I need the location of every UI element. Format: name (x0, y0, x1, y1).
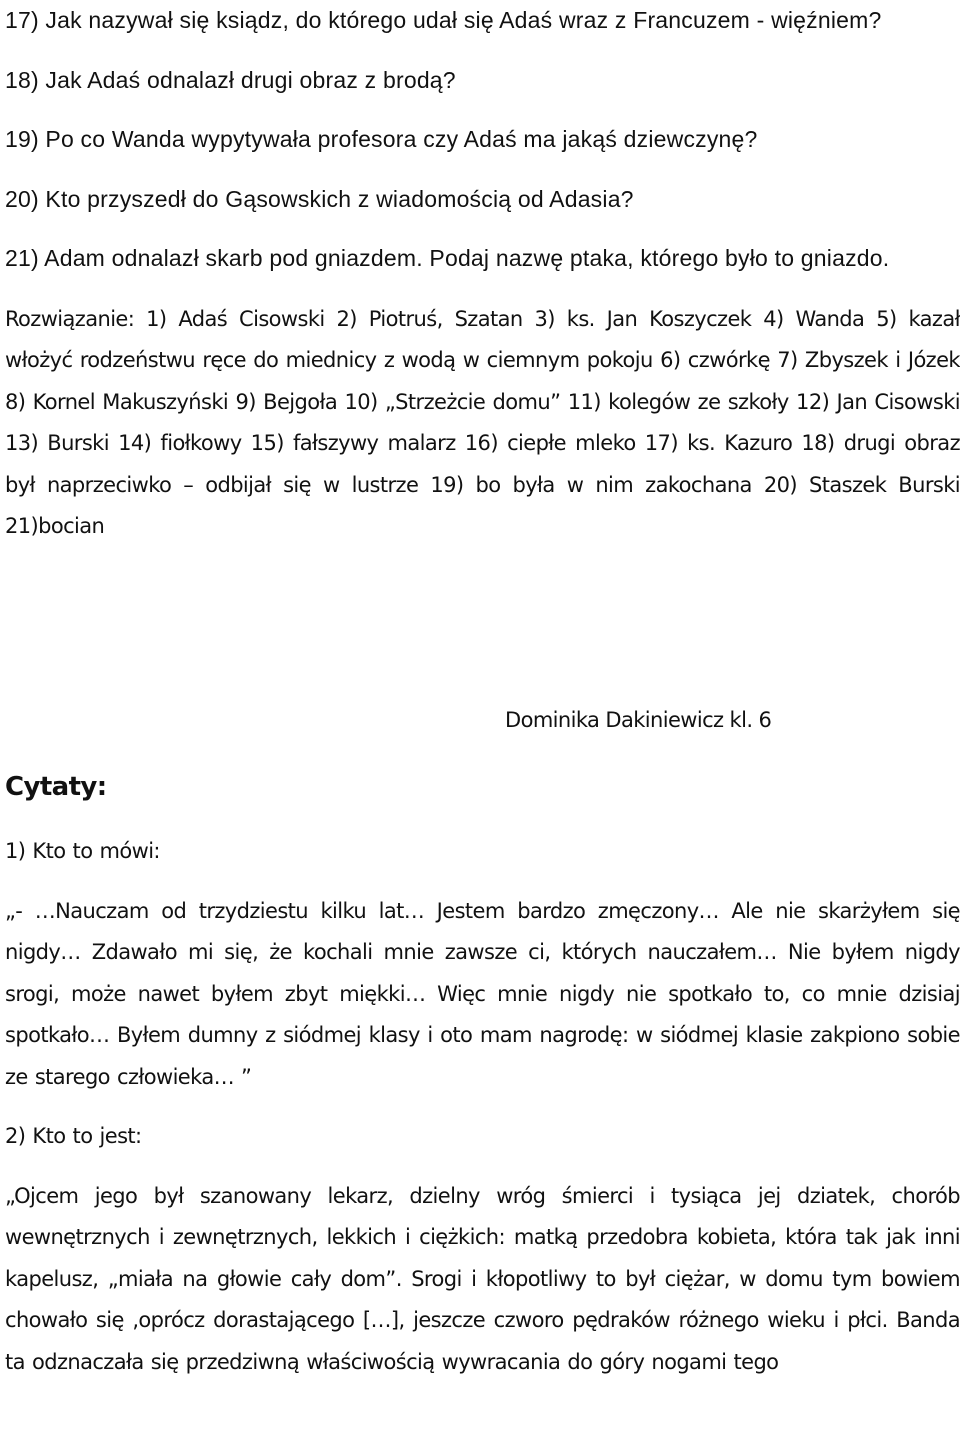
solution-paragraph: Rozwiązanie: 1) Adaś Cisowski 2) Piotruś, Szatan 3) ks. Jan Koszyczek 4) Wanda 5) kazał włożyć rodzeństwu ręce do miednicy z wodą w ciemnym pokoju 6) czwórkę 7) Zbyszek i Józek 8) Kornel Makuszyński 9) Bejgoła 10) „Strzeżcie domu” 11) kolegów ze szkoły 12) Jan Cisowski 13) Burski 14) fiołkowy 15) fałszywy malarz 16) ciepłe mleko 17) ks. Kazuro 18) drugi obraz był naprzeciwko – odbijał się w lustrze 19) bo była w nim zakochana 20) Staszek Burski 21)bocian (5, 306, 960, 538)
quote-2-text: „Ojcem jego był szanowany lekarz, dzielny wróg śmierci i tysiąca jej dziatek, chorób wewnętrznych i zewnętrznych, lekkich i ciężkich: matką przedobra kobieta, która tak jak inni kapelusz, „miała na głowie cały dom”. Srogi i kłopotliwy to był ciężar, w domu tym bowiem chowało się ,oprócz dorastającego […], jeszcze czworo pędraków różnego wieku i płci. Banda ta odznaczała się przedziwną właściwością wywracania do góry nogami tego (5, 1183, 960, 1374)
author-signature: Dominika Dakiniewicz kl. 6 (505, 708, 772, 732)
question-21: 21) Adam odnalazł skarb pod gniazdem. Podaj nazwę ptaka, którego było to gniazdo. (5, 245, 890, 271)
quote-2-prompt: 2) Kto to jest: (5, 1124, 142, 1148)
question-17: 17) Jak nazywał się ksiądz, do którego udał się Adaś wraz z Francuzem - więźniem? (5, 7, 882, 33)
quotes-section (5, 831, 960, 1383)
question-18: 18) Jak Adaś odnalazł drugi obraz z brodą? (5, 66, 456, 93)
document-page (5, 0, 960, 1374)
quotes-heading: Cytaty: (5, 772, 107, 802)
question-20: 20) Kto przyszedł do Gąsowskich z wiadomością od Adasia? (5, 185, 634, 212)
quote-1-text: „- …Nauczam od trzydziestu kilku lat… Jestem bardzo zmęczony… Ale nie skarżyłem się nigdy… Zdawało mi się, że kochali mnie zawsze ci, których nauczałem… Nie byłem nigdy srogi, może nawet byłem zbyt miękki… Więc mnie nigdy nie spotkało to, co mnie dzisiaj spotkało… Byłem dumny z siódmej klasy i oto mam nagrodę: w siódmej klasie zakpiono sobie ze starego człowieka… ” (5, 898, 960, 1089)
quote-1-prompt: 1) Kto to mówi: (5, 839, 160, 863)
question-19: 19) Po co Wanda wypytywała profesora czy Adaś ma jakąś dziewczynę? (5, 126, 758, 152)
